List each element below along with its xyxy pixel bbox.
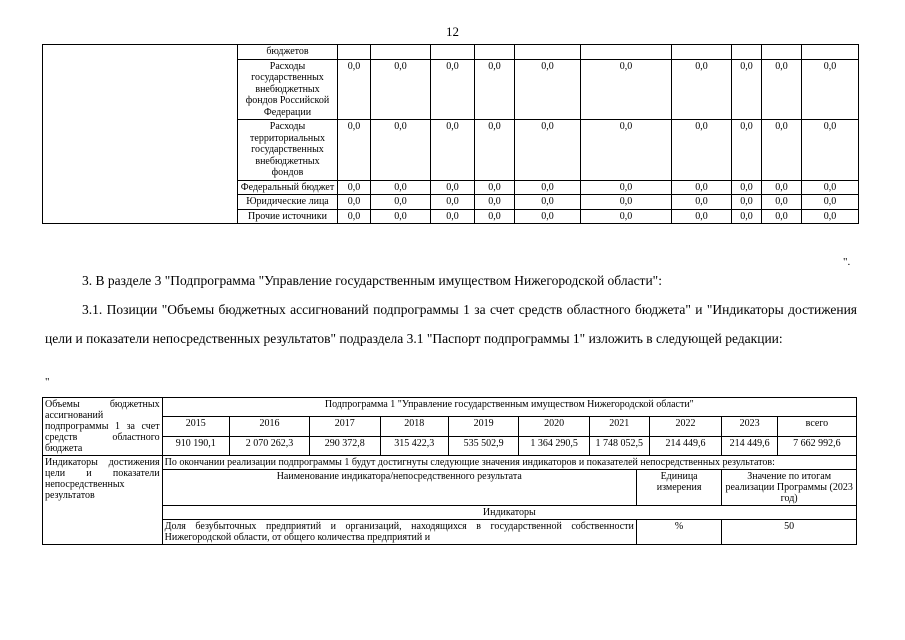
year-header: 2018: [380, 417, 448, 436]
value-cell: 0,0: [581, 180, 672, 195]
funding-source: бюджетов: [238, 45, 338, 60]
value-cell: [338, 45, 371, 60]
value-cell: 0,0: [475, 180, 515, 195]
value-cell: 0,0: [802, 195, 859, 210]
budget-label: Объемы бюджетных ассигнований подпрограммы 1 за счет средств областного бюджета: [43, 398, 163, 456]
value-cell: 0,0: [672, 59, 732, 120]
value-cell: 0,0: [732, 195, 762, 210]
value-cell: 0,0: [732, 209, 762, 224]
indicator-row-name: Доля безубыточных предприятий и организаций, находящихся в государственной собственности Нижегородской области, от общего количества предприятий и: [162, 520, 636, 545]
value-cell: 0,0: [475, 120, 515, 181]
year-header: 2021: [589, 417, 649, 436]
amount-cell: 315 422,3: [380, 436, 448, 455]
value-cell: [371, 45, 431, 60]
value-cell: 0,0: [732, 120, 762, 181]
value-cell: 0,0: [672, 195, 732, 210]
table-row: [43, 120, 859, 181]
table-row: [43, 180, 859, 195]
value-cell: [515, 45, 581, 60]
passport-table: [42, 397, 857, 545]
funding-source: Расходы государственных внебюджетных фондов Российской Федерации: [238, 59, 338, 120]
value-cell: 0,0: [515, 209, 581, 224]
amount-cell: 910 190,1: [162, 436, 229, 455]
year-header: 2015: [162, 417, 229, 436]
value-cell: 0,0: [371, 59, 431, 120]
empty-cell: [43, 120, 238, 181]
value-cell: 0,0: [762, 120, 802, 181]
value-cell: 0,0: [581, 195, 672, 210]
value-cell: 0,0: [515, 180, 581, 195]
closing-quote: ".: [843, 256, 851, 268]
empty-cell: [43, 209, 238, 224]
amount-cell: 214 449,6: [649, 436, 722, 455]
funding-source: Прочие источники: [238, 209, 338, 224]
value-cell: 0,0: [371, 195, 431, 210]
subprogram-title: Подпрограмма 1 "Управление государственным имуществом Нижегородской области": [162, 398, 856, 417]
value-cell: 0,0: [515, 59, 581, 120]
value-cell: 0,0: [431, 195, 475, 210]
value-cell: 0,0: [802, 209, 859, 224]
value-cell: 0,0: [732, 180, 762, 195]
year-header: 2022: [649, 417, 722, 436]
indicators-intro: По окончании реализации подпрограммы 1 будут достигнуты следующие значения индикаторов и показателей непосредственных результатов:: [162, 456, 856, 470]
value-cell: 0,0: [338, 209, 371, 224]
value-cell: 0,0: [431, 120, 475, 181]
value-cell: 0,0: [802, 59, 859, 120]
value-cell: 0,0: [672, 120, 732, 181]
empty-cell: [43, 59, 238, 120]
paragraph-3: 3. В разделе 3 "Подпрограмма "Управление государственным имуществом Нижегородской области":: [82, 273, 662, 288]
value-cell: 0,0: [371, 120, 431, 181]
value-cell: 0,0: [762, 209, 802, 224]
indicators-label: Индикаторы достижения цели и показатели непосредственных результатов: [43, 456, 163, 545]
value-cell: 0,0: [431, 59, 475, 120]
year-header: 2016: [229, 417, 309, 436]
value-cell: 0,0: [431, 180, 475, 195]
empty-cell: [43, 180, 238, 195]
value-cell: [672, 45, 732, 60]
value-cell: [802, 45, 859, 60]
paragraph-3-1: 3.1. Позиции "Объемы бюджетных ассигнований подпрограммы 1 за счет средств областного бюджета" и "Индикаторы достижения цели и показатели непосредственных результатов" подраздела 3.1 "Паспорт подпрограммы 1" изложить в следующей редакции:: [45, 302, 857, 346]
value-cell: 0,0: [802, 180, 859, 195]
col-value: Значение по итогам реализации Программы (2023 год): [722, 470, 857, 506]
col-indicator-name: Наименование индикатора/непосредственного результата: [162, 470, 636, 506]
value-cell: 0,0: [672, 209, 732, 224]
value-cell: 0,0: [581, 59, 672, 120]
year-header: 2023: [722, 417, 778, 436]
value-cell: 0,0: [515, 120, 581, 181]
table-row: [43, 45, 859, 60]
funding-source: Расходы территориальных государственных внебюджетных фондов: [238, 120, 338, 181]
amount-cell: 1 748 052,5: [589, 436, 649, 455]
value-cell: 0,0: [371, 180, 431, 195]
page-number: 12: [446, 24, 459, 39]
value-cell: 0,0: [672, 180, 732, 195]
value-cell: 0,0: [515, 195, 581, 210]
section-indicators: Индикаторы: [162, 506, 856, 520]
empty-cell: [43, 195, 238, 210]
table-row: [43, 209, 859, 224]
amount-cell: 1 364 290,5: [519, 436, 590, 455]
col-unit: Единица измерения: [636, 470, 721, 506]
value-cell: [762, 45, 802, 60]
value-cell: [475, 45, 515, 60]
year-header: 2020: [519, 417, 590, 436]
value-cell: 0,0: [762, 59, 802, 120]
value-cell: 0,0: [802, 120, 859, 181]
opening-quote: ": [45, 376, 50, 388]
year-header: 2019: [448, 417, 519, 436]
empty-cell: [43, 45, 238, 60]
amount-cell: 7 662 992,6: [777, 436, 856, 455]
value-cell: 0,0: [581, 120, 672, 181]
year-header: 2017: [310, 417, 381, 436]
amount-cell: 214 449,6: [722, 436, 778, 455]
value-cell: 0,0: [762, 195, 802, 210]
amount-cell: 290 372,8: [310, 436, 381, 455]
value-cell: 0,0: [581, 209, 672, 224]
value-cell: 0,0: [338, 180, 371, 195]
value-cell: 0,0: [371, 209, 431, 224]
indicator-row-value: 50: [722, 520, 857, 545]
value-cell: 0,0: [338, 59, 371, 120]
funding-source: Юридические лица: [238, 195, 338, 210]
funding-source: Федеральный бюджет: [238, 180, 338, 195]
table-row: [43, 59, 859, 120]
value-cell: [732, 45, 762, 60]
amount-cell: 535 502,9: [448, 436, 519, 455]
funding-sources-table: [42, 44, 859, 224]
value-cell: [581, 45, 672, 60]
value-cell: 0,0: [431, 209, 475, 224]
value-cell: 0,0: [475, 59, 515, 120]
value-cell: 0,0: [762, 180, 802, 195]
year-header: всего: [777, 417, 856, 436]
value-cell: 0,0: [338, 195, 371, 210]
value-cell: 0,0: [475, 209, 515, 224]
value-cell: 0,0: [475, 195, 515, 210]
value-cell: 0,0: [338, 120, 371, 181]
table-row: [43, 195, 859, 210]
value-cell: [431, 45, 475, 60]
value-cell: 0,0: [732, 59, 762, 120]
indicator-row-unit: %: [636, 520, 721, 545]
amount-cell: 2 070 262,3: [229, 436, 309, 455]
